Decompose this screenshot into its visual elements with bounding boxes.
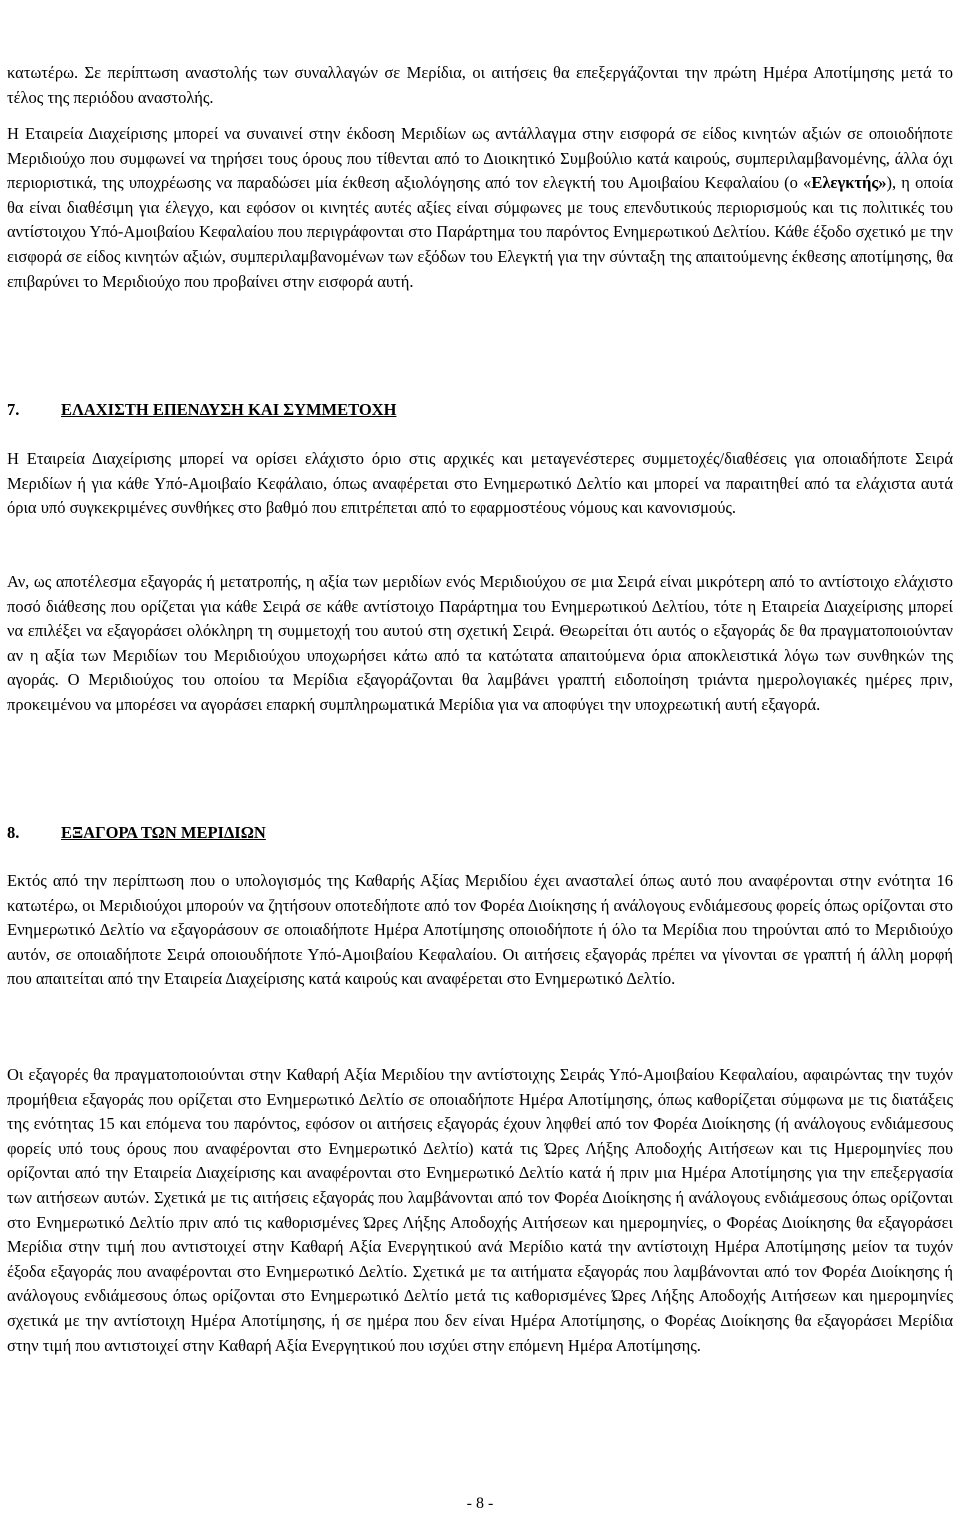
paragraph-compulsory-redemption: Αν, ως αποτέλεσμα εξαγοράς ή μετατροπής, η αξία των μεριδίων ενός Μεριδιούχου σε μια Σειρά είναι μικρότερη από το αντίστοιχο ελάχιστο ποσό διάθεσης που ορίζεται για κάθε Σειρά σε κάθε αντίστοιχο Παράρτημα του Ενημερωτικού Δελτίου, τότε η Εταιρεία Διαχείρισης μπορεί να επιλέξει να εξαγοράσει ολόκληρη τη συμμετοχή του αυτού στη σχετική Σειρά. Θεωρείται ότι αυτός ο εξαγοράς δε θα πραγματοποιούνταν αν η αξία των Μεριδίων του Μεριδιούχου υποχωρήσει κάτω από τα κατώτατα απαιτούμενα όρια αποκλειστικά λόγω των συνθηκών της αγοράς. Ο Μεριδιούχος του οποίου τα Μερίδια εξαγοράζονται θα λαμβάνει γραπτή ειδοποίηση τριάντα ημερολογιακές ημέρες πριν, προκειμένου να μπορέσει να αγοράσει επαρκή συμπληρωματικά Μερίδια για να αποφύγει την υποχρεωτική αυτή εξαγορά.	[7, 572, 953, 714]
paragraph-redemption-requests: Εκτός από την περίπτωση που ο υπολογισμός της Καθαρής Αξίας Μεριδίου έχει ανασταλεί όπως αυτό που αναφέρονται στην ενότητα 16 κατωτέρω, οι Μεριδιούχοι μπορούν να ζητήσουν οποτεδήποτε από τον Φορέα Διοίκησης ή ανάλογους ενδιάμεσους φορείς όπως ορίζονται στο Ενημερωτικό Δελτίο να εξαγοράσουν σε οποιαδήποτε Ημέρα Αποτίμησης οποιοδήποτε ή όλο τα Μερίδια που τηρούνται από το Μεριδιούχο αυτόν, σε οποιαδήποτε Σειρά οποιουδήποτε Υπό-Αμοιβαίου Κεφαλαίου. Οι αιτήσεις εξαγοράς πρέπει να γίνονται σε γραπτή ή άλλη μορφή που απαιτείται από την Εταιρεία Διαχείρισης κατά καιρούς και αναφέρεται στο Ενημερωτικό Δελτίο.	[7, 871, 953, 989]
section-title: ΕΛΑΧΙΣΤΗ ΕΠΕΝΔΥΣΗ ΚΑΙ ΣΥΜΜΕΤΟΧΗ	[61, 400, 397, 419]
section-title: ΕΞΑΓΟΡΑ ΤΩΝ ΜΕΡΙΔΙΩΝ	[61, 823, 266, 842]
section-number: 7.	[7, 400, 20, 419]
section-heading-minimum-investment	[7, 398, 953, 422]
paragraph-suspension-continuation: κατωτέρω. Σε περίπτωση αναστολής των συναλλαγών σε Μερίδια, οι αιτήσεις θα επεξεργάζονται την πρώτη Ημέρα Αποτίμησης μετά το τέλος της περιόδου αναστολής.	[7, 63, 953, 107]
section-number: 8.	[7, 823, 20, 842]
auditor-defined-term: Ελεγκτής»	[811, 173, 887, 193]
section-heading-redemption	[7, 821, 953, 845]
paragraph-redemption-pricing: Οι εξαγορές θα πραγματοποιούνται στην Καθαρή Αξία Μεριδίου την αντίστοιχης Σειράς Υπό-Αμοιβαίου Κεφαλαίου, αφαιρώντας την τυχόν προμήθεια εξαγοράς που ορίζεται στο Ενημερωτικό Δελτίο σε οποιαδήποτε Ημέρα Αποτίμησης, όπως καθορίζεται σύμφωνα με τις διατάξεις της ενότητας 15 και επόμενα του παρόντος, εφόσον οι αιτήσεις εξαγοράς έχουν ληφθεί από τον Φορέα Διοίκησης (ή ανάλογους ενδιάμεσους φορείς υπό τους όρους που αναφέρονται στο Ενημερωτικό Δελτίο) κατά τις Ώρες Λήξης Αποδοχής Αιτήσεων και τις Ημερομηνίες που ορίζονται από την Εταιρεία Διαχείρισης και αναφέρονται στο Ενημερωτικό Δελτίο κατά ή πριν μια Ημέρα Αποτίμησης για την επεξεργασία των αιτήσεων αυτών. Σχετικά με τις αιτήσεις εξαγοράς που λαμβάνονται από τον Φορέα Διοίκησης ή ανάλογους ενδιάμεσους όπως ορίζονται στο Ενημερωτικό Δελτίο πριν από τις καθορισμένες Ώρες Λήξης Αποδοχής Αιτήσεων και ημερομηνίες, ο Φορέας Διοίκησης θα εξαγοράσει Μερίδια στην τιμή που αντιστοιχεί στην Καθαρή Αξία Ενεργητικού ανά Μερίδιο κατά την αντίστοιχη Ημέρα Αποτίμησης μείον τα τυχόν έξοδα εξαγοράς που αναφέρονται στο Ενημερωτικό Δελτίο. Σχετικά με τα αιτήματα εξαγοράς που λαμβάνονται από τον Φορέα Διοίκησης ή ανάλογους ενδιάμεσους όπως ορίζονται στο Ενημερωτικό Δελτίο μετά τις καθορισμένες Ώρες Λήξης Αποδοχής Αιτήσεων και ημερομηνίες σχετικά με την αντίστοιχη Ημέρα Αποτίμησης, ή σε ημέρα που δεν είναι Ημέρα Αποτίμησης, ο Φορέας Διοίκησης θα εξαγοράσει Μερίδια στην τιμή που αντιστοιχεί στην Καθαρή Αξία Ενεργητικού που ισχύει στην επόμενη Ημέρα Αποτίμησης.	[7, 1065, 953, 1355]
page-number: - 8 -	[466, 1495, 494, 1512]
paragraph-text: ), η οποία θα είναι διαθέσιμη για έλεγχο, και εφόσον οι κινητές αυτές αξίες είναι σύμφωνες με τους επενδυτικούς περιορισμούς και τις πολιτικές του αντίστοιχου Υπό-Αμοιβαίου Κεφαλαίου που περιγράφονται στο Παράρτημα του παρόντος Ενημερωτικού Δελτίου. Κάθε έξοδο σχετικό με την εισφορά σε είδος κινητών αξιών, συμπεριλαμβανομένων των εξόδων του Ελεγκτή για την σύνταξη της απαιτούμενης έκθεσης αποτίμησης, θα επιβαρύνει το Μεριδιούχο που προβαίνει στην εισφορά αυτή.	[7, 173, 953, 291]
paragraph-minimum-limits: Η Εταιρεία Διαχείρισης μπορεί να ορίσει ελάχιστο όριο στις αρχικές και μεταγενέστερες συμμετοχές/διαθέσεις για οποιαδήποτε Σειρά Μεριδίων ή για κάθε Υπό-Αμοιβαίο Κεφάλαιο, όπως αναφέρεται στο Ενημερωτικό Δελτίο και μπορεί να παραιτηθεί από τα ελάχιστα αυτά όρια υπό συγκεκριμένες συνθήκες στο βαθμό που επιτρέπεται από το εφαρμοστέους νόμους και κανονισμούς.	[7, 449, 953, 518]
paragraph-contribution-in-kind	[7, 122, 953, 294]
paragraph-text: Η Εταιρεία Διαχείρισης μπορεί να συναινεί στην έκδοση Μεριδίων ως αντάλλαγμα στην εισφορά σε είδος κινητών αξιών σε οποιοδήποτε Μεριδιούχο που συμφωνεί να τηρήσει τους όρους που τίθενται από το Διοικητικό Συμβούλιο κατά καιρούς, συμπεριλαμβανομένης, άλλα όχι περιοριστικά, της υποχρέωσης να παραδώσει μία έκθεση αξιολόγησης από τον ελεγκτή του Αμοιβαίου Κεφαλαίου (ο «	[7, 124, 953, 193]
